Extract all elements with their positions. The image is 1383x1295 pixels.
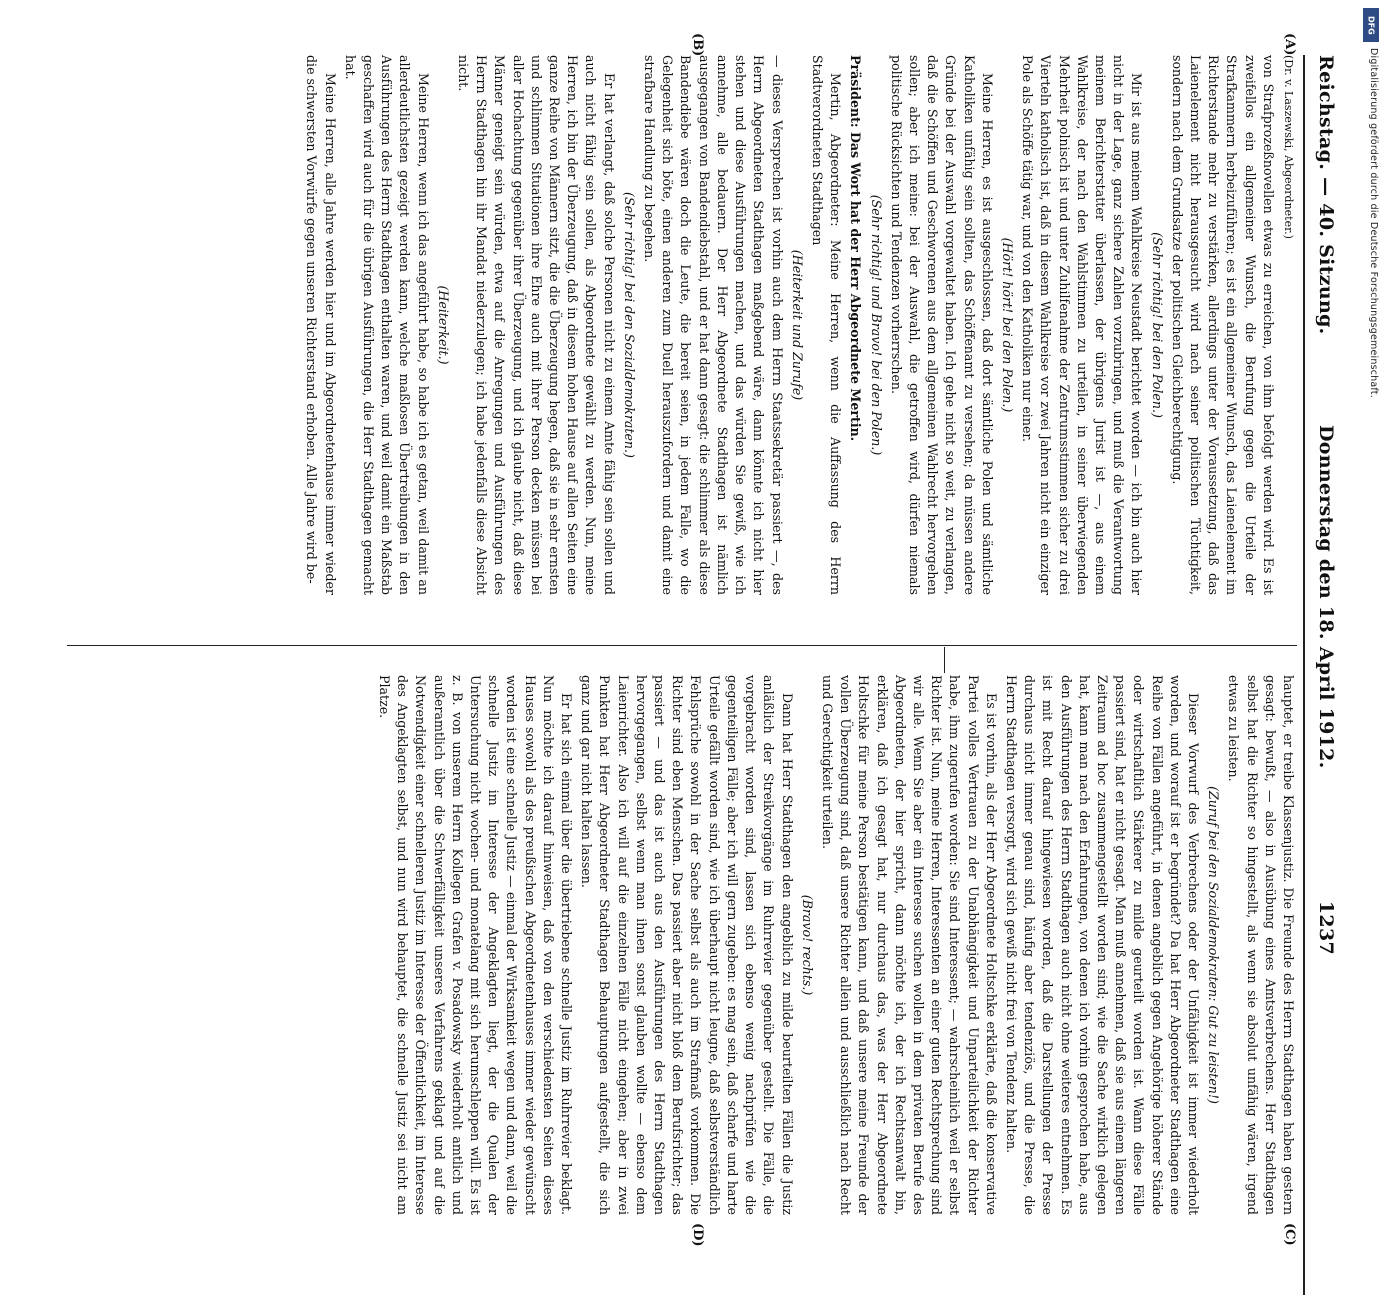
header-date: Donnerstag den 18. April 1912.	[1315, 425, 1337, 769]
section-rule	[944, 647, 945, 673]
left-column	[300, 55, 1297, 595]
header-rule	[1303, 55, 1305, 1295]
paragraph: Er hat verlangt, daß solche Personen nicht zu einem Amte fähig sein sollen und auch nicht fähig sein sollen, als Abgeordnete gewählt zu werden. Nun, meine Herren, ich bin der Überzeugung, daß in diesem hohen Hause auf allen Seiten eine ganze Reihe von Männern sitzt, die die Überzeugung hegen, daß sie in sehr ernsten und schlimmen Situationen ihre Ehre auch mit ihrer Person decken müssen bei aller Hochachtung gegenüber ihrer Überzeugung, und ich glaube nicht, daß diese Männer geneigt sein würden, etwa auf die Anregungen und Ausführungen des Herrn Stadthagen hin ihr Mandat niederzulegen; ich habe jedenfalls diese Absicht nicht.	[456, 55, 617, 595]
right-column	[373, 675, 1297, 1215]
header-session: Reichstag. — 40. Sitzung.	[1315, 55, 1337, 335]
interjection: (Hört! hört! bei den Polen.)	[999, 237, 1015, 413]
paragraph: Meine Herren, es ist ausgeschlossen, daß dort sämtliche Polen und sämtliche Katholiken unfähig sein sollten, das Schöffenamt zu versehen; da müssen andere Gründe bei der Auswahl vorgewaltet haben. Ich gehe nicht so weit, zu verlangen, daß die Schöffen und Geschworenen aus dem allgemeinen Wahlrecht hervorgehen sollen; aber ich meine: bei der Auswahl, die getroffen wird, dürfen niemals politische Rücksichten und Tendenzen vorherrschen.	[888, 55, 995, 595]
paragraph: Es ist vorhin, als der Herr Abgeordnete Holtschke erklärte, daß die konservative Partei volles Vertrauen zu der Unabhängigkeit und Unparteilichkeit der Richter habe, ihm zugerufen worden: Sie sind Interessent; — wahrscheinlich weil er selbst Richter ist. Nun, meine Herren, Interessenten an einer guten Rechtsprechung sind wir alle. Wenn Sie aber ein Interesse suchen wollen in dem privaten Berufe des Abgeordneten, der hier spricht, dann möchte ich, der ich Rechtsanwalt bin, erklären, daß ich gesagt hat, nur durchaus das, was der Herr Abgeordnete Holtschke für meine Person bestätigen kann, und daß unsere meine Freunde der vollen Überzeugung sind, daß unsere Richter allein und ausschließlich nach Recht und Gerechtigkeit urteilen.	[819, 675, 999, 1215]
speaker-note: (Dr. v. Laszewski, Abgeordneter.)	[1282, 55, 1295, 239]
interjection: (Heiterkeit.)	[435, 285, 451, 365]
dfg-logo: DFG	[1363, 8, 1379, 42]
column-divider	[67, 645, 1297, 646]
page-content	[55, 33, 1345, 1247]
page-header	[1305, 55, 1345, 955]
margin-mark-a: (A)	[1282, 33, 1297, 56]
president-statement: Präsident: Das Wort hat der Herr Abgeordnete Mertin.	[848, 55, 864, 442]
paragraph: von Strafprozeßnovellen etwas zu erreichen, von ihm befolgt werden wird. Es ist zweifellos ein allgemeiner Wunsch, die Berufung gegen die Urteile der Strafkammern herbeizuführen; es ist ein allgemeiner Wunsch, das Laienelement im Richterstande mehr zu verstärken, allerdings unter der Voraussetzung, daß das Laienelement nicht herausgesucht wird nach seiner politischen Tüchtigkeit, sondern nach dem Grundsatze der politischen Gleichberechtigung.	[1169, 55, 1276, 595]
paragraph: — dieses Versprechen ist vorhin auch dem Herrn Staatssekretär passiert —, des Herrn Abgeordneten Stadthagen maßgebend wäre, dann könnte ich nicht hier stehen und diese Ausführungen machen, und das würden Sie gewiß, wie ich annehme, alle bedauern. Der Herr Abgeordnete Stadthagen ist nämlich ausgegangen von Bandendiebstahl, und er hat dann gesagt: die schlimmer als diese Bandendiebe wären doch die Leute, die bereit seien, in jedem Falle, wo die Gelegenheit sich böte, einen anderen zum Duell herauszufordern und damit eine strafbare Handlung zu begehen.	[642, 55, 785, 595]
paragraph: hauptet, er treibe Klassenjustiz. Die Freunde des Herrn Stadthagen haben gestern gesagt: bewußt, — also in Ausübung eines Amtsverbrechens. Herr Stadthagen selbst hat die Richter so hingestellt, als wenn sie absolut unfähig wären, irgend etwas zu leisten.	[1226, 675, 1296, 1215]
paragraph: Mertin, Abgeordneter: Meine Herren, wenn die Auffassung des Herrn Stadtverordneten Stadthagen	[809, 55, 844, 595]
paragraph: Mir ist aus meinem Wahlkreise Neustadt berichtet worden — ich bin auch hier nicht in der Lage, ganz sichere Zahlen vorzubringen, und muß die Verantwortung meinem Berichterstatter überlassen, der übrigens Jurist ist —, aus einem Wahlkreise, der nach den Wahlstimmen zu urteilen, in seiner überwiegenden Mehrheit polnisch ist und unter Zuhilfenahme der Zentrumsstimmen sicher zu drei Vierteln katholisch ist, daß in diesem Wahlkreise vor zwei Jahren nicht ein einziger Pole als Schöffe tätig war, und von den Katholiken nur einer.	[1020, 55, 1145, 595]
interjection: (Zuruf bei den Sozialdemokraten: Gut zu leisten!)	[1206, 786, 1222, 1104]
digitization-credit: Digitalisierung gefördert durch die Deutsche Forschungsgemeinschaft.	[1368, 48, 1379, 398]
margin-mark-b: (B)	[690, 33, 705, 57]
paragraph: Er hat sich einmal über die übertriebene schnelle Justiz im Ruhrrevier beklagt. Nun möchte ich darauf hinweisen, daß von den verschiedensten Seiten dieses Hauses sowohl als des preußischen Abgeordnetenhauses immer wieder gewünscht worden ist eine schnelle Justiz — einmal der Wirksamkeit wegen und dann, weil die schnelle Justiz im Interesse der Angeklagten liegt, der die Qualen der Untersuchung nicht wochen- und monatelang mit sich herumschleppen will. Es ist z. B. von unserem Herrn Kollegen Grafen v. Posadowsky wiederholt amtlich und außeramtlich über die Schwerfälligkeit unseres Verfahrens geklagt und auf die Notwendigkeit einer schnelleren Justiz im Interesse der Öffentlichkeit, im Interesse des Angeklagten selbst, und nun wird behauptet, die schnelle Justiz sei nicht am Platze.	[377, 675, 575, 1215]
paragraph: Meine Herren, wenn ich das angeführt habe, so habe ich es getan, weil damit an allerdeutlichsten gezeigt werden kann, welche maßlosen Übertreibungen in den Ausführungen des Herrn Stadthagen enthalten waren, und weil damit ein Maßstab geschaffen wird auch für die übrigen Ausführungen, die Herr Stadthagen gemacht hat.	[342, 55, 431, 595]
interjection: (Bravo! rechts.)	[799, 894, 815, 996]
interjection: (Sehr richtig! bei den Polen.)	[1149, 232, 1165, 418]
paragraph: Dieser Vorwurf des Verbrechens oder der Unfähigkeit ist immer wiederholt worden, und worauf ist er begründet? Da hat Herr Abgeordneter Stadthagen eine Reihe von Fällen angeführt, in denen angeblich gegen Angehörige höherer Stände oder wirtschaftlich Stärkerer zu milde geurteilt worden ist. Wann diese Fälle passiert sind, hat er nicht gesagt. Man muß annehmen, daß sie aus einem längeren Zeitraum ad hoc zusammengestellt worden sind; wie die Sache wirklich gelegen hat, kann man nach den Erfahrungen, von denen ich vorhin gesprochen habe, aus den Ausführungen des Herrn Stadthagen auch nicht ohne weiteres entnehmen. Es ist mit Recht darauf hingewiesen worden, daß die Darstellungen der Presse durchaus nicht immer genau sind, häufig aber tendenziös, und die Presse, die Herrn Stadthagen versorgt, wird sich gewiß nicht frei von Tendenz halten.	[1003, 675, 1201, 1215]
margin-mark-c: (C)	[1282, 1223, 1297, 1246]
paragraph: Meine Herren, alle Jahre werden hier und im Abgeordnetenhause immer wieder die schwersten Vorwürfe gegen unseren Richterstand erhoben. Alle Jahre wird be-	[304, 55, 338, 595]
interjection: (Heiterkeit und Zurufe)	[789, 249, 805, 401]
page-number: 1237	[1315, 900, 1337, 955]
margin-mark-d: (D)	[690, 1223, 705, 1247]
interjection: (Sehr richtig! bei den Sozialdemokraten.)	[621, 192, 637, 458]
paragraph: Dann hat Herr Stadthagen den angeblich zu milde beurteilten Fällen die Justiz anläßlich der Streikvorgänge im Ruhrrevier gegenüber gestellt. Die Fälle, die vorgebracht worden sind, lassen sich ebenso wenig nachprüfen wie die gegenteiligen Fälle; aber ich will gern zugeben: es mag sein, daß scharfe und harte Urteile gefällt worden sind, wie ich überhaupt nicht leugne, daß selbstverständlich Fehlsprüche sowohl in der Sache selbst als auch im Strafmaß vorkommen. Die Richter sind eben Menschen. Das passiert aber nicht bloß dem Berufsrichter; das passiert — und das ist auch aus den Ausführungen des Herrn Stadthagen hervorgegangen, selbst wenn man ihnen sonst glauben wollte — ebenso dem Laienrichter. Also ich will auf die einzelnen Fälle nicht eingehen; aber in zwei Punkten hat Herr Abgeordneter Stadthagen Behauptungen aufgestellt, die sich ganz und gar nicht halten lassen.	[579, 675, 795, 1215]
interjection: (Sehr richtig! und Bravo! bei den Polen.)	[868, 194, 884, 456]
